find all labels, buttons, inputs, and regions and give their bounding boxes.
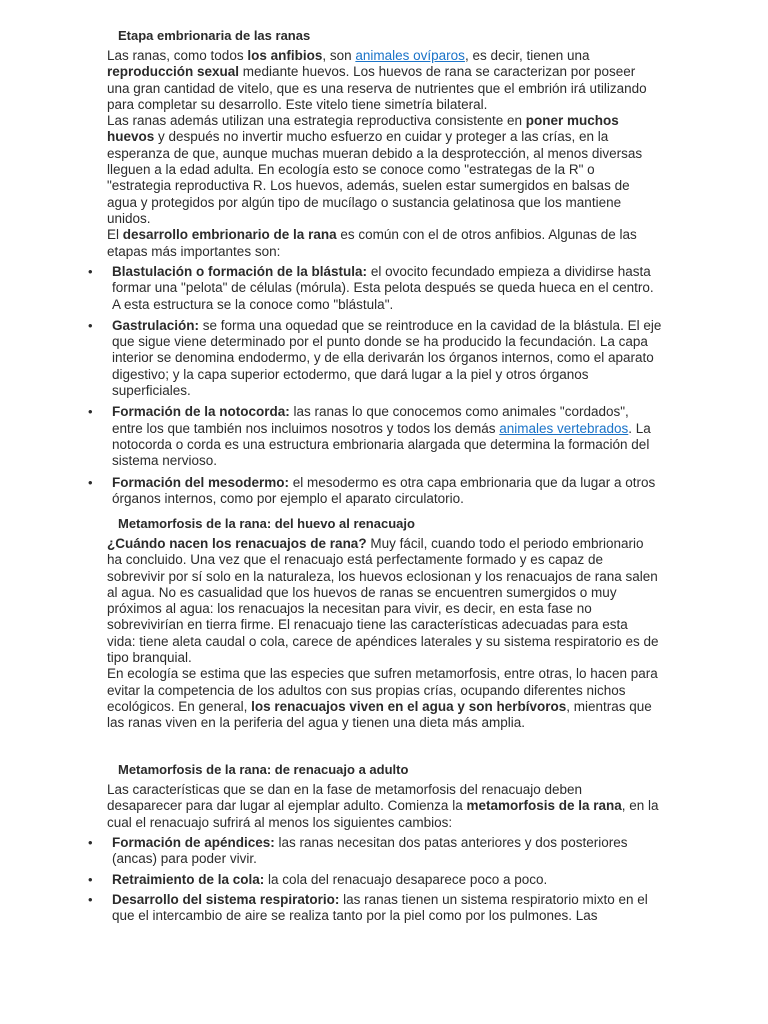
- section-heading-egg-to-tadpole: Metamorfosis de la rana: del huevo al renacuajo: [118, 516, 415, 531]
- bold-text: los renacuajos viven en el agua y son herbívoros: [251, 698, 567, 714]
- paragraph-metamorphosis-changes: [107, 782, 659, 831]
- text-span: Las ranas, como todos: [107, 48, 248, 63]
- paragraph-tadpoles-born: [107, 536, 659, 666]
- text-span: . La notocorda o corda es una estructura embrionaria alargada que determina la formación del sistema nervioso.: [112, 420, 651, 469]
- text-span: Las características que se dan en la fase de metamorfosis del renacuajo deben desaparecer para dar lugar al ejemplar adulto. Comienza la: [107, 782, 583, 814]
- bold-text: Formación de la notocorda:: [112, 404, 290, 420]
- bold-text: los anfibios: [247, 48, 323, 63]
- section-1-body: [107, 48, 659, 260]
- list-item: [88, 318, 662, 399]
- text-span: , en la cual el renacuajo sufrirá al menos los siguientes cambios:: [107, 798, 659, 830]
- list-item: [88, 475, 662, 508]
- section-2-body: [107, 536, 659, 732]
- link-animales-vertebrados[interactable]: animales vertebrados: [499, 420, 629, 436]
- text-span: las ranas tienen un sistema respiratorio mixto en el que el intercambio de aire se realiza tanto por la piel como por los pulmones. Las: [112, 891, 648, 924]
- text-span: el ovocito fecundado empieza a dividirse hasta formar una "pelota" de células (mórula). Esta pelota después se queda hueca en el centro. A esta estructura se la conoce como "blástula".: [112, 264, 654, 312]
- text-span: , son: [322, 48, 356, 63]
- text-span: las ranas lo que conocemos como animales "cordados", entre los que también nos incluimos nosotros y todos los demás: [112, 404, 629, 436]
- text-span: y después no invertir mucho esfuerzo en cuidar y proteger a las crías, en la esperanza de que, aunque muchas mueran debido a la desprotección, al menos diversas lleguen a la edad adulta. En ecología esto se conoce como "estrategas de la R" o "estrategia reproductiva R. Los huevos, además, suelen estar sumergidos en balsas de agua y protegidos por algún tipo de mucílago o sustancia gelatinosa que los mantiene unidos.: [107, 129, 643, 226]
- text-span: mediante huevos. Los huevos de rana se caracterizan por poseer una gran cantidad de vitelo, que es una reserva de nutrientes que el embrión irá utilizando para completar su desarrollo. Este vitelo tiene simetría bilateral.: [107, 64, 647, 112]
- bold-text: ¿Cuándo nacen los renacuajos de rana?: [107, 536, 367, 551]
- bullet-icon: •: [88, 317, 93, 333]
- bullet-icon: •: [88, 404, 93, 420]
- list-item: [88, 892, 662, 925]
- bold-text: desarrollo embrionario de la rana: [122, 227, 337, 243]
- text-span: Las ranas además utilizan una estrategia reproductiva consistente en: [107, 113, 526, 129]
- list-item: [88, 835, 662, 868]
- metamorphosis-changes-list: [88, 835, 662, 924]
- list-item: [88, 264, 662, 313]
- text-span: , mientras que las ranas viven en la periferia del agua y tienen una dieta más amplia.: [107, 698, 652, 731]
- section-3-body: [107, 782, 659, 831]
- bold-text: metamorfosis de la rana: [466, 798, 622, 814]
- bold-text: Retraimiento de la cola:: [112, 871, 265, 887]
- bold-text: reproducción sexual: [107, 64, 240, 80]
- paragraph-reproductive-strategy: [107, 113, 659, 227]
- list-item: [88, 404, 662, 469]
- text-span: Muy fácil, cuando todo el periodo embrionario ha concluido. Una vez que el renacuajo está perfectamente formado y es capaz de sobrevivir por sí solo en la naturaleza, los huevos eclosionan y los renacuajos de rana salen al agua. No es casualidad que los huevos de ranas se encuentren sumergidos o muy próximos al agua: los renacuajos la necesitan para vivir, es decir, en esta fase no sobrevivirían en tierra firme. El renacuajo tiene las características adecuadas para esta vida: tiene aleta caudal o cola, carece de apéndices laterales y su sistema respiratorio es de tipo branquial.: [107, 536, 659, 666]
- text-span: , es decir, tienen una: [464, 48, 590, 63]
- bold-text: Gastrulación:: [112, 317, 200, 333]
- embryonic-stages-list: [88, 264, 662, 507]
- text-span: el mesodermo es otra capa embrionaria que da lugar a otros órganos internos, como por ejemplo el aparato circulatorio.: [112, 474, 656, 506]
- bold-text: Blastulación o formación de la blástula:: [112, 264, 368, 279]
- section-heading-tadpole-to-adult: Metamorfosis de la rana: de renacuajo a adulto: [118, 762, 409, 777]
- text-span: se forma una oquedad que se reintroduce en la cavidad de la blástula. El eje que sigue viene determinado por el punto donde se ha producido la fecundación. La capa interior se denomina endodermo, y de ella derivarán los órganos internos, como el aparato digestivo; y la capa superior ectodermo, que dará lugar a la piel y otros órganos superficiales.: [112, 317, 662, 399]
- list-item: [88, 872, 662, 888]
- paragraph-ecology: [107, 666, 659, 731]
- text-span: En ecología se estima que las especies que sufren metamorfosis, entre otras, lo hacen para evitar la competencia de los adultos con sus propias crías, ocupando diferentes nichos ecológicos. En general,: [107, 666, 658, 714]
- bold-text: Formación de apéndices:: [112, 835, 275, 850]
- bold-text: Desarrollo del sistema respiratorio:: [112, 891, 340, 907]
- bullet-icon: •: [88, 871, 93, 887]
- paragraph-oviparous: [107, 48, 659, 113]
- bullet-icon: •: [88, 891, 93, 907]
- bullet-icon: •: [88, 474, 93, 490]
- bullet-icon: •: [88, 264, 93, 279]
- text-span: la cola del renacuajo desaparece poco a poco.: [264, 871, 548, 887]
- bold-text: Formación del mesodermo:: [112, 474, 290, 490]
- bold-text: poner muchos huevos: [107, 113, 619, 145]
- text-span: las ranas necesitan dos patas anteriores y dos posteriores (ancas) para poder vivir.: [112, 835, 628, 867]
- paragraph-embryonic-development: [107, 227, 659, 260]
- text-span: El: [107, 227, 123, 243]
- text-span: es común con el de otros anfibios. Algunas de las etapas más importantes son:: [107, 227, 637, 259]
- bullet-icon: •: [88, 835, 93, 850]
- link-animales-oviparos[interactable]: animales ovíparos: [355, 48, 465, 63]
- section-heading-embryonic-stage: Etapa embrionaria de las ranas: [118, 28, 311, 43]
